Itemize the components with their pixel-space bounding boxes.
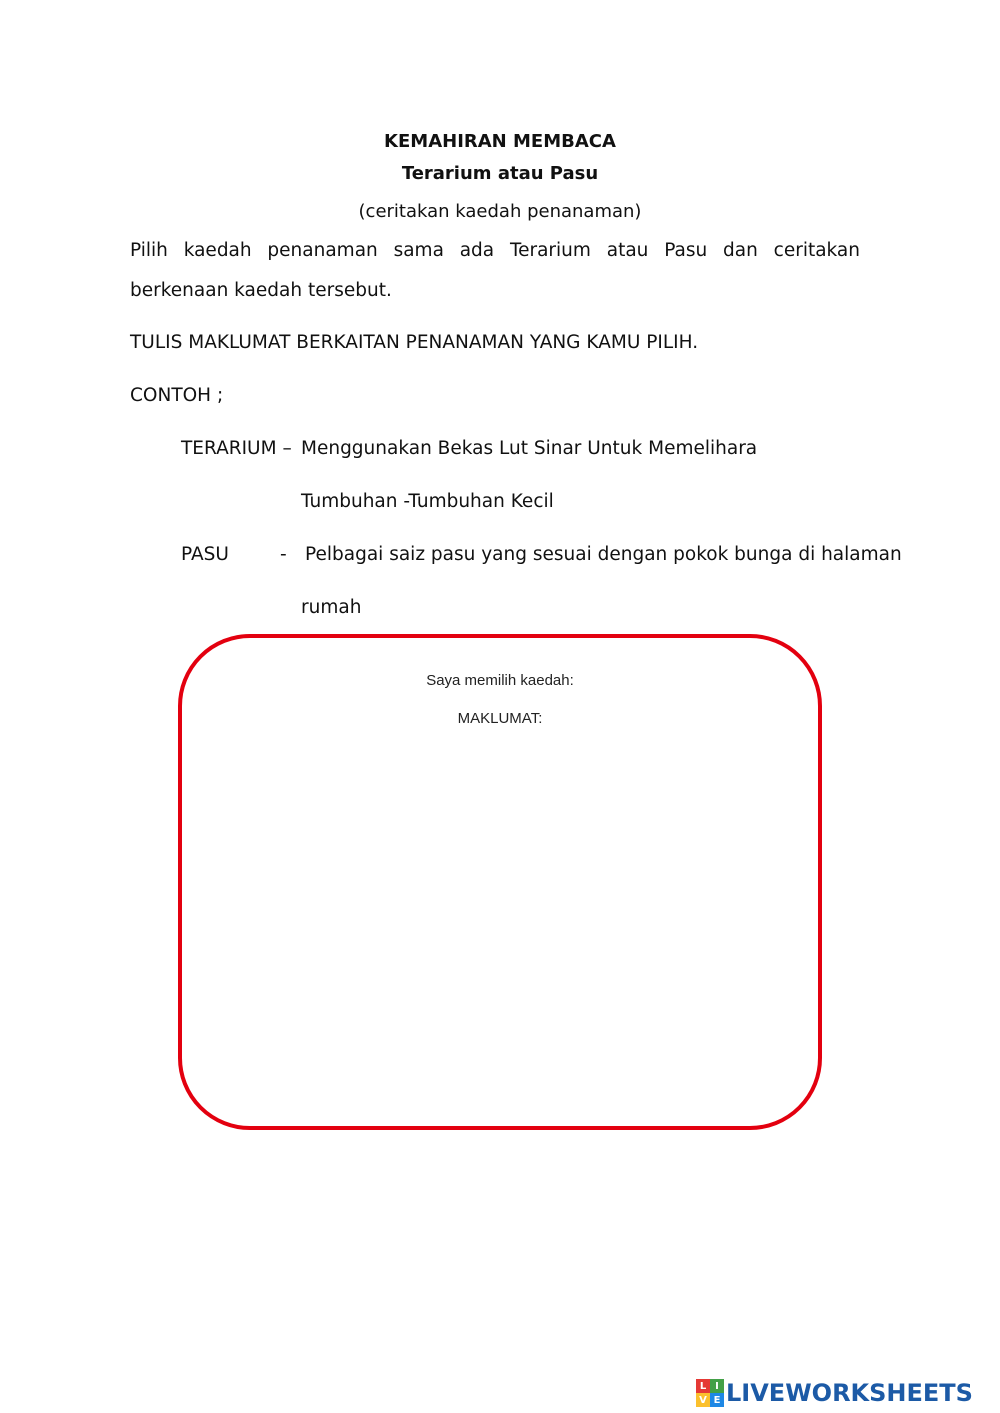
method-label: Saya memilih kaedah: (426, 672, 574, 689)
task-instruction: TULIS MAKLUMAT BERKAITAN PENANAMAN YANG KAMU PILIH. (130, 332, 699, 353)
info-label: MAKLUMAT: (457, 710, 543, 727)
badge-letter: E (710, 1393, 724, 1407)
badge-letter: I (710, 1379, 724, 1393)
terarium-term: TERARIUM – (181, 438, 292, 459)
terarium-definition-line1: Menggunakan Bekas Lut Sinar Untuk Memelihara (301, 438, 758, 459)
pasu-dash: - (280, 544, 287, 565)
badge-letter: L (696, 1379, 710, 1393)
instruction-paragraph: Pilih kaedah penanaman sama ada Terarium atau Pasu dan ceritakan berkenaan kaedah tersebut. (130, 240, 860, 301)
brand-name: LIVEWORKSHEETS (726, 1379, 973, 1407)
page-subtitle: Terarium atau Pasu (401, 163, 599, 184)
liveworksheets-logo (696, 1378, 973, 1408)
example-label: CONTOH ; (130, 385, 224, 406)
pasu-definition-line1: Pelbagai saiz pasu yang sesuai dengan pokok bunga di halaman (305, 544, 902, 565)
page-title: KEMAHIRAN MEMBACA (384, 131, 616, 152)
liveworksheets-badge-icon (696, 1379, 724, 1407)
badge-letter: V (696, 1393, 710, 1407)
page-note: (ceritakan kaedah penanaman) (358, 201, 642, 222)
pasu-term: PASU (181, 544, 229, 565)
pasu-definition-line2: rumah (301, 597, 362, 618)
terarium-definition-line2: Tumbuhan -Tumbuhan Kecil (301, 491, 554, 512)
answer-box[interactable] (178, 634, 822, 1130)
